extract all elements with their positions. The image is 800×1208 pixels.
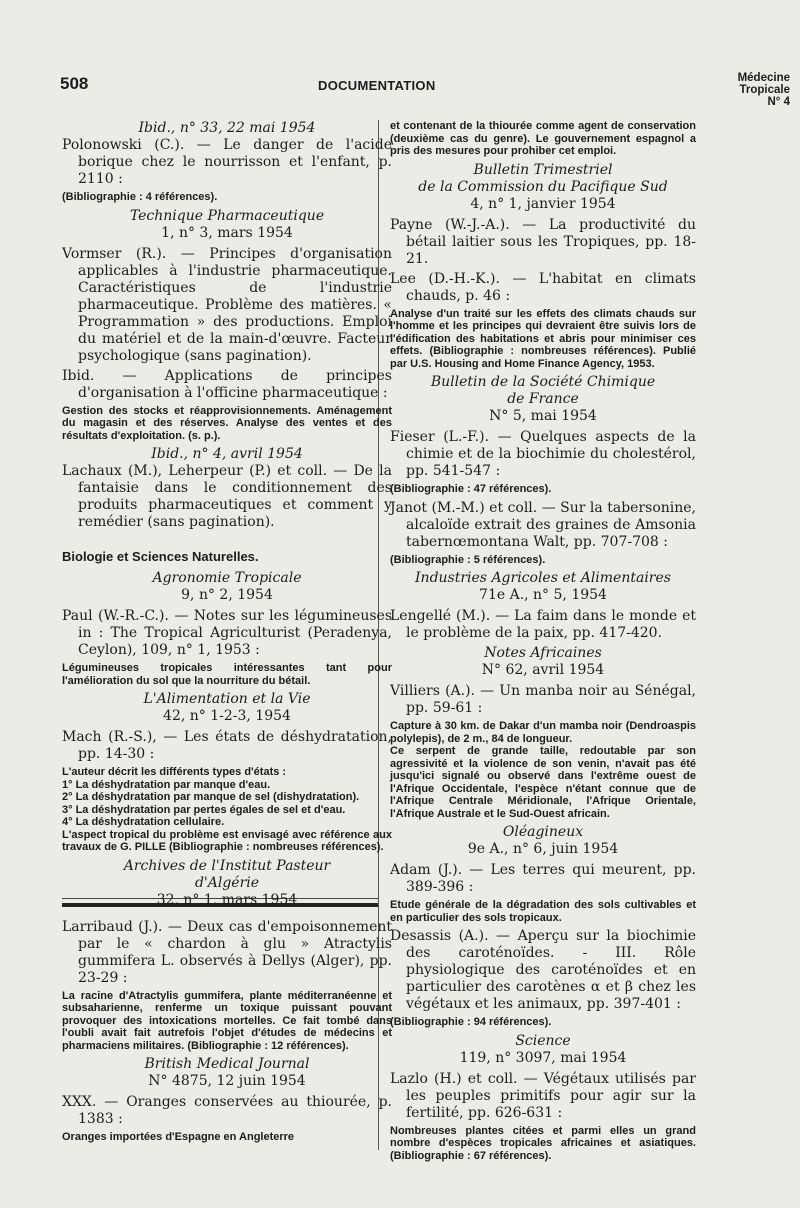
entry-summary: Légumineuses tropicales intéressantes tant pour l'amélioration du sol que la nourriture du bétail.: [62, 662, 392, 687]
journal-issue: 71e A., n° 5, 1954: [479, 587, 607, 603]
journal-tag: [738, 72, 790, 108]
entry-summary: Oranges importées d'Espagne en Angleterre: [62, 1131, 295, 1143]
journal-title: Oléagineux: [502, 824, 584, 840]
bibliographic-entry: Lazlo (H.) et coll. — Végétaux utilisés par les peuples primitifs pour agir sur la fertilité, pp. 626-631 :: [390, 1070, 696, 1121]
journal-issue: 32, n° 1, mars 1954: [156, 891, 298, 908]
entry-summary: (Bibliographie : 4 références).: [62, 191, 218, 203]
running-title: DOCUMENTATION: [318, 78, 436, 93]
journal-title: Technique Pharmaceutique: [129, 207, 325, 224]
page-header: [60, 70, 790, 110]
bibliographic-entry: Villiers (A.). — Un manba noir au Sénégal, pp. 59-61 :: [390, 683, 696, 716]
journal-issue: 119, n° 3097, mai 1954: [459, 1049, 627, 1066]
bibliographic-entry: Lengellé (M.). — La faim dans le monde et le problème de la paix, pp. 417-420.: [390, 608, 696, 641]
journal-issue: 4, n° 1, janvier 1954: [470, 195, 616, 212]
bibliographic-entry: Payne (W.-J.-A.). — La productivité du bétail laitier sous les Tropiques, pp. 18-21.: [390, 216, 696, 267]
entry-summary: Nombreuses plantes citées et parmi elles un grand nombre d'espèces tropicales africaines et asiatiques. (Bibliographie : 67 références).: [390, 1124, 696, 1162]
entry-summary: (Bibliographie : 47 références).: [390, 483, 552, 495]
bibliographic-entry: Adam (J.). — Les terres qui meurent, pp. 389-396 :: [390, 862, 696, 895]
bibliographic-entry: Desassis (A.). — Aperçu sur la biochimie des caroténoïdes. - III. Rôle physiologique des caroténoïdes et en particulier des carotènes α et β chez les végétaux et les animaux, pp. 397-401 :: [390, 928, 696, 1012]
bibliographic-entry: Vormser (R.). — Principes d'organisation applicables à l'industrie pharmaceutique. Caractéristiques de l'industrie pharmaceutique. Problème des matières. « Programmation » des productions. Emploi du matériel et de la main-d'œuvre. Facteur psychologique (sans pagination).: [62, 245, 392, 364]
journal-title: Agronomie Tropicale: [152, 570, 302, 586]
entry-summary: 3° La déshydratation par pertes égales de sel et d'eau.: [62, 803, 346, 816]
journal-issue: 1, n° 3, mars 1954: [161, 224, 293, 241]
bibliographic-entry: Ibid. — Applications de principes d'organisation à l'officine pharmaceutique :: [62, 367, 392, 401]
entry-summary: 4° La déshydratation cellulaire.: [62, 816, 225, 828]
entry-summary: et contenant de la thiourée comme agent de conservation (deuxième cas du genre). Le gouvernement espagnol a pris des mesures pour prohiber cet emploi.: [390, 120, 696, 157]
journal-issue: N° 4875, 12 juin 1954: [148, 1073, 306, 1089]
bibliographic-entry: Lachaux (M.), Leherpeur (P.) et coll. — De la fantaisie dans le conditionnement des produits pharmaceutiques et comment y remédier (sans pagination).: [62, 463, 392, 530]
journal-issue: 42, n° 1-2-3, 1954: [163, 708, 291, 724]
entry-summary: Analyse d'un traité sur les effets des climats chauds sur l'homme et les principes qui devraient être suivis lors de l'édification des habitations et abris pour minimiser ces effets. (Bibliographie : nombreuses références). Publié par U.S. Housing and Home Finance Agency, 1953.: [390, 307, 696, 370]
journal-title: Notes Africaines: [484, 645, 602, 661]
journal-title: Industries Agricoles et Alimentaires: [415, 570, 671, 586]
section-heading: Biologie et Sciences Naturelles.: [62, 549, 259, 564]
bibliographic-entry: XXX. — Oranges conservées au thiourée, p. 1383 :: [62, 1094, 392, 1127]
bibliographic-entry: Mach (R.-S.), — Les états de déshydratation, pp. 14-30 :: [62, 729, 392, 762]
journal-issue: N° 62, avril 1954: [481, 662, 605, 678]
journal-title: Bulletin de la Société Chimique: [430, 374, 656, 390]
bibliographic-entry: Paul (W.-R.-C.). — Notes sur les légumineuses in : The Tropical Agriculturist (Peradenya, Ceylon), 109, n° 1, 1953 :: [62, 608, 392, 658]
bibliographic-entry: Lee (D.-H.-K.). — L'habitat en climats chauds, p. 46 :: [390, 270, 696, 304]
journal-title: British Medical Journal: [144, 1056, 310, 1072]
entry-summary: La racine d'Atractylis gummifera, plante méditerranéenne et subsaharienne, renferme un toxique puissant pouvant provoquer des intoxications mortelles. Ce fait tombé dans l'oubli avait fait autrefois l'objet d'études de médecins et pharmaciens militaires. (Bibliographie : 12 références).: [62, 989, 392, 1052]
entry-summary: L'auteur décrit les différents types d'états :: [62, 766, 287, 778]
journal-title: L'Alimentation et la Vie: [143, 691, 311, 707]
entry-summary: Ce serpent de grande taille, redoutable par son agressivité et la violence de son venin, n'avait pas été jusqu'ici signalé ou observé dans l'extrême ouest de l'Afrique Occidentale, l'espèce n'étant connue que de l'Afrique Centrale Méridionale, l'Afrique Orientale, l'Afrique Australe et le Sud-Ouest africain.: [390, 745, 696, 820]
entry-summary: 1° La déshydratation par manque d'eau.: [62, 778, 271, 791]
journal-title: Bulletin Trimestriel: [473, 161, 613, 178]
entry-summary: L'aspect tropical du problème est envisagé avec référence aux travaux de G. PILLE (Bibliographie : nombreuses références).: [62, 828, 392, 853]
page-number: 508: [60, 74, 89, 93]
journal-tag-line: Médecine: [737, 72, 790, 84]
journal-issue: 9, n° 2, 1954: [181, 587, 273, 603]
bibliographic-entry: Larribaud (J.). — Deux cas d'empoisonnement par le « chardon à glu » Atractylis gummifera L. observés à Dellys (Alger), pp. 23-29 :: [62, 918, 392, 986]
entry-summary: 2° La déshydratation par manque de sel (dishydratation).: [62, 791, 360, 803]
journal-tag-line: Tropicale: [739, 84, 790, 96]
bibliographic-entry: Fieser (L.-F.). — Quelques aspects de la chimie et de la biochimie du cholestérol, pp. 541-547 :: [390, 429, 696, 479]
journal-title: Archives de l'Institut Pasteur: [123, 857, 331, 874]
entry-summary: Etude générale de la dégradation des sols cultivables et en particulier des sols tropicaux.: [390, 899, 696, 924]
journal-tag-line: N° 4: [767, 96, 790, 108]
journal-issue: N° 5, mai 1954: [489, 408, 597, 424]
entry-summary: Gestion des stocks et réapprovisionnements. Aménagement du magasin et des réserves. Analyse des ventes et des résultats d'exploitation. (s. p.).: [62, 404, 392, 442]
journal-title: d'Algérie: [194, 874, 260, 891]
journal-title: de France: [507, 391, 579, 407]
journal-title: de la Commission du Pacifique Sud: [418, 178, 668, 195]
journal-title: Ibid., n° 4, avril 1954: [151, 446, 303, 462]
bibliographic-entry: Janot (M.-M.) et coll. — Sur la tabersonine, alcaloïde extrait des graines de Amsonia tabernœmontana Walt, pp. 707-708 :: [390, 499, 696, 550]
journal-title: Ibid., n° 33, 22 mai 1954: [138, 120, 316, 136]
left-column: [62, 120, 392, 1148]
journal-issue: 9e A., n° 6, juin 1954: [467, 841, 619, 857]
entry-summary: (Bibliographie : 5 références).: [390, 553, 546, 566]
journal-title: Science: [515, 1032, 571, 1049]
bibliographic-entry: Polonowski (C.). — Le danger de l'acide borique chez le nourrisson et l'enfant, p. 2110 :: [62, 137, 392, 187]
entry-summary: Capture à 30 km. de Dakar d'un mamba noir (Dendroaspis polylepis), de 2 m., 84 de longueur.: [390, 720, 696, 745]
entry-summary: (Bibliographie : 94 références).: [390, 1016, 552, 1028]
right-column: [390, 120, 696, 1166]
